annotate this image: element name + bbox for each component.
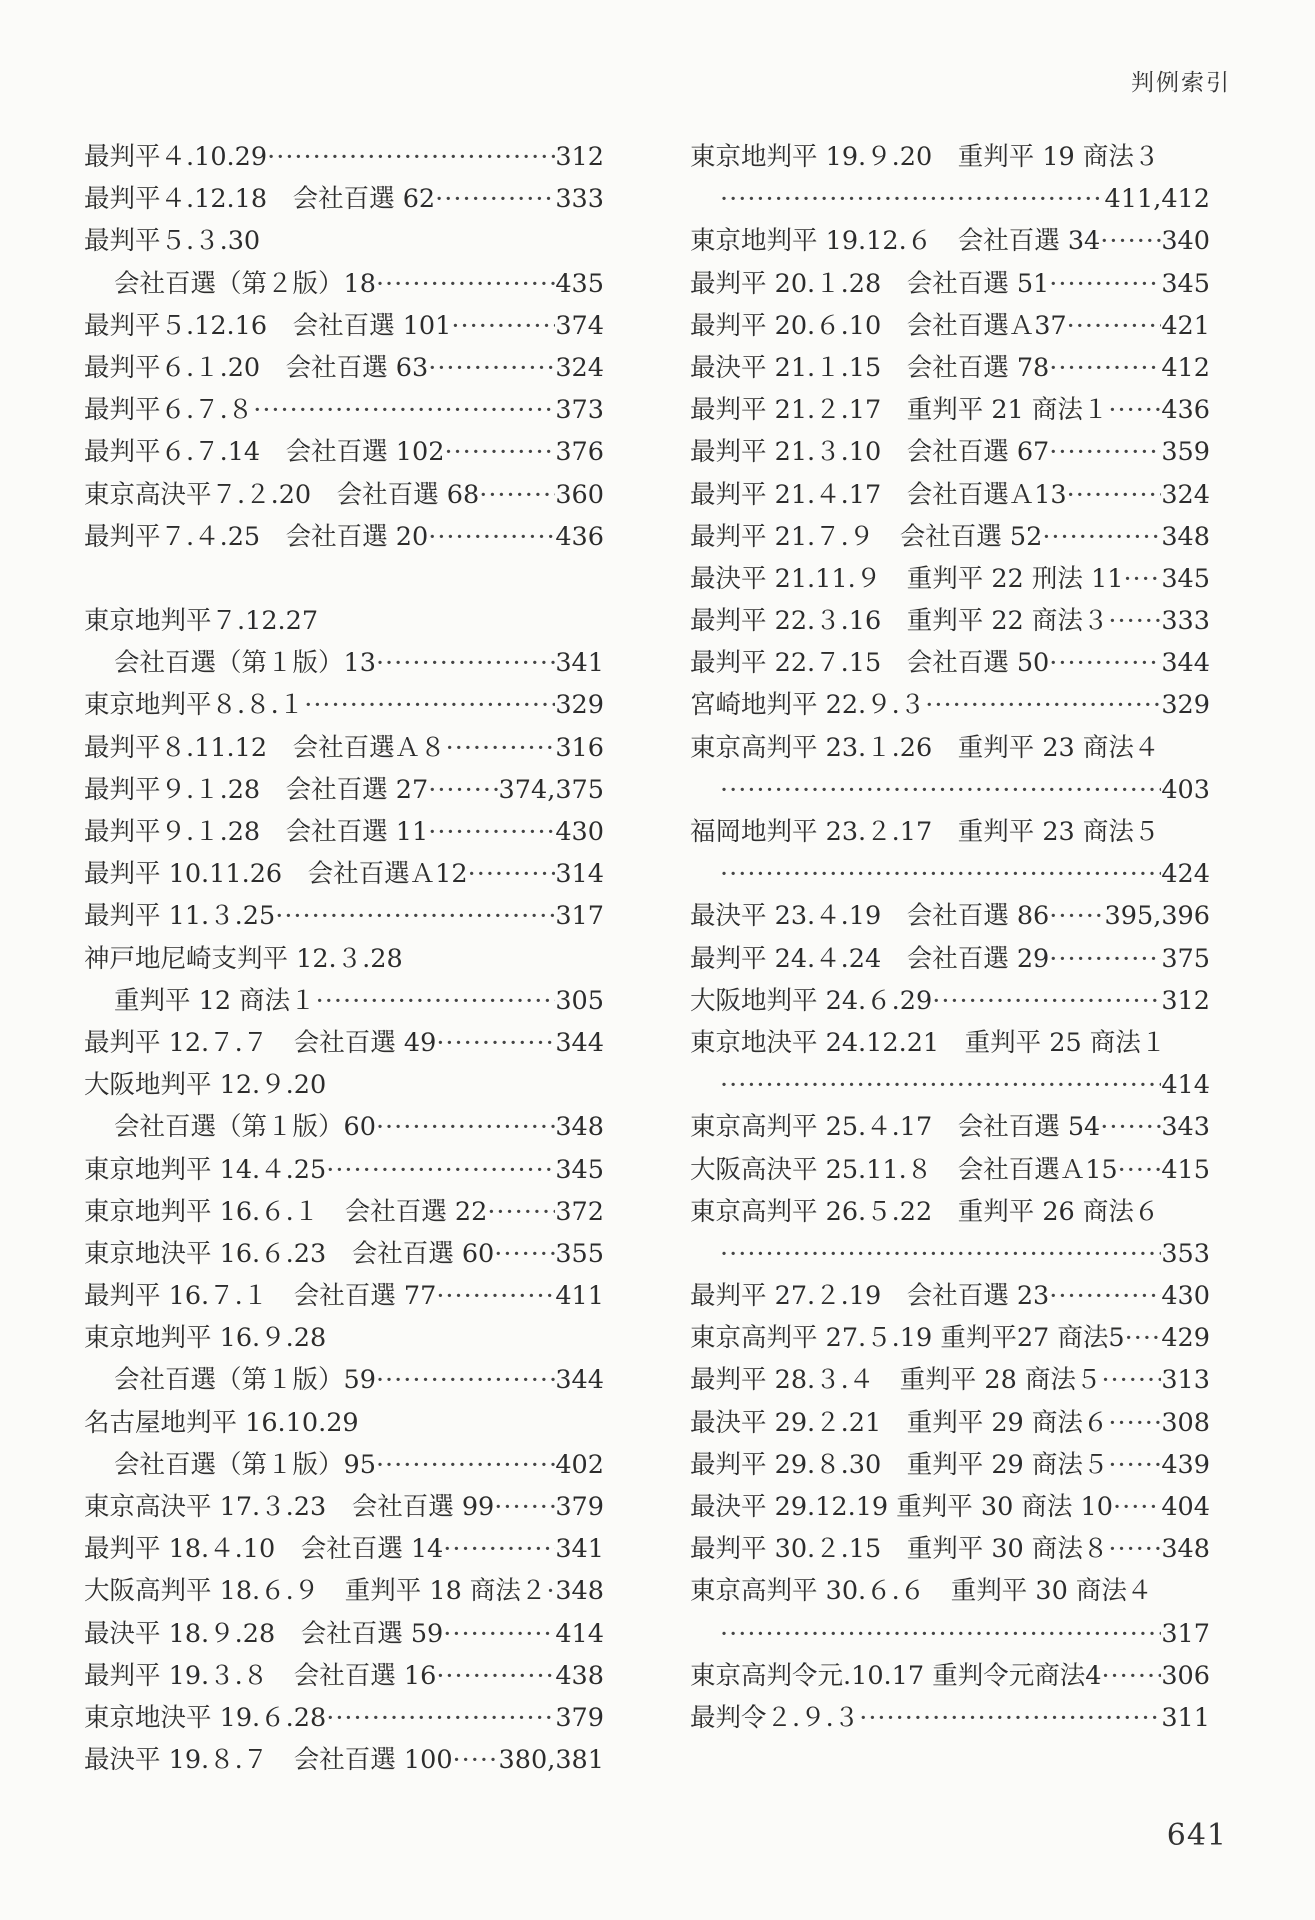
case-citation: 会社百選（第１版）95	[114, 1449, 376, 1480]
page-reference: 436	[1161, 395, 1210, 426]
index-entry	[690, 895, 1210, 937]
page-reference: 435	[555, 268, 604, 299]
index-entry	[690, 558, 1210, 600]
index-entry	[84, 1570, 604, 1612]
index-entry	[84, 516, 604, 558]
page-reference: 414	[1161, 1070, 1210, 1101]
index-entry	[690, 1697, 1210, 1739]
page-reference: 421	[1161, 310, 1210, 341]
page-reference: 359	[1161, 437, 1210, 468]
case-citation: 最判平４.12.18 会社百選 62	[84, 184, 436, 215]
page-reference: 438	[555, 1660, 604, 1691]
index-entry	[690, 1275, 1210, 1317]
leader-dots	[1067, 305, 1162, 347]
leader-dots	[1049, 1275, 1161, 1317]
index-entry	[690, 1022, 1210, 1064]
index-entry	[690, 136, 1210, 178]
page-reference: 348	[1161, 521, 1210, 552]
case-citation: 最判平 20.６.10 会社百選Ａ37	[690, 310, 1067, 341]
case-citation: 最判平６.７.14 会社百選 102	[84, 437, 445, 468]
leader-dots	[443, 1528, 555, 1570]
case-citation: 大阪地判平 24.６.29	[690, 985, 933, 1016]
case-citation: 福岡地判平 23.２.17 重判平 23 商法５	[690, 817, 1160, 847]
case-citation: 最判平 16.７.１ 会社百選 77	[84, 1281, 437, 1312]
index-entry	[690, 769, 1210, 811]
page-reference: 395,396	[1104, 901, 1210, 932]
index-entry	[690, 811, 1210, 853]
leader-dots	[436, 1022, 555, 1064]
case-citation: 東京高判平 27.５.19 重判平27 商法5	[690, 1323, 1125, 1354]
case-citation: 最決平 21.１.15 会社百選 78	[690, 352, 1050, 383]
page-reference: 424	[1161, 859, 1210, 890]
index-entry	[84, 895, 604, 937]
page-reference: 355	[555, 1238, 604, 1269]
case-citation: 最判平 28.３.４ 重判平 28 商法５	[690, 1365, 1102, 1396]
page-reference: 429	[1161, 1323, 1210, 1354]
case-citation: 最判平７.４.25 会社百選 20	[84, 521, 429, 552]
index-entry	[84, 1233, 604, 1275]
leader-dots	[1049, 895, 1104, 937]
leader-dots	[436, 1655, 555, 1697]
index-entry	[84, 1317, 604, 1359]
index-entry	[84, 136, 604, 178]
page-reference: 348	[555, 1112, 604, 1143]
case-citation: 最判平 27.２.19 会社百選 23	[690, 1281, 1050, 1312]
index-entry	[690, 642, 1210, 684]
page-reference: 439	[1161, 1449, 1210, 1480]
page-number: 641	[1166, 1818, 1227, 1853]
index-entry	[84, 1064, 604, 1106]
page-reference: 412	[1161, 352, 1210, 383]
index-entry	[690, 220, 1210, 262]
leader-dots	[304, 684, 555, 726]
page-reference: 344	[555, 1027, 604, 1058]
case-citation: 最判平８.11.12 会社百選Ａ８	[84, 732, 446, 763]
leader-dots	[443, 1613, 555, 1655]
case-citation: 名古屋地判平 16.10.29	[84, 1407, 359, 1438]
case-citation: 最判平 21.４.17 会社百選Ａ13	[690, 479, 1067, 510]
leader-dots	[326, 1697, 555, 1739]
case-citation: 大阪高判平 18.６.９ 重判平 18 商法２	[84, 1576, 547, 1607]
page-reference: 379	[555, 1702, 604, 1733]
page-reference: 341	[555, 648, 604, 679]
page-reference: 376	[555, 437, 604, 468]
page-reference: 306	[1161, 1660, 1210, 1691]
leader-dots	[253, 389, 555, 431]
index-entry	[84, 474, 604, 516]
page-reference: 373	[555, 395, 604, 426]
leader-dots	[1123, 558, 1161, 600]
page-reference: 317	[555, 901, 604, 932]
index-entry	[690, 1064, 1210, 1106]
index-entry	[690, 1570, 1210, 1612]
case-citation: 重判平 12 商法１	[114, 985, 316, 1016]
leader-dots	[1042, 516, 1161, 558]
leader-dots	[1113, 1486, 1161, 1528]
case-citation: 最判平 21.３.10 会社百選 67	[690, 437, 1050, 468]
leader-dots	[1101, 1359, 1161, 1401]
leader-dots	[1125, 1317, 1162, 1359]
leader-dots	[444, 431, 555, 473]
page-reference: 430	[555, 817, 604, 847]
index-entry	[84, 389, 604, 431]
page-reference: 333	[555, 184, 604, 215]
index-entry	[84, 305, 604, 347]
leader-dots	[859, 1697, 1161, 1739]
leader-dots	[1067, 474, 1162, 516]
case-citation: 最判平４.10.29	[84, 142, 268, 172]
index-entry	[690, 727, 1210, 769]
index-entry	[690, 305, 1210, 347]
leader-dots	[451, 305, 555, 347]
case-citation: 最決平 19.８.７ 会社百選 100	[84, 1745, 453, 1776]
page-reference: 313	[1161, 1365, 1210, 1396]
leader-dots	[720, 178, 1105, 220]
page-reference: 344	[555, 1365, 604, 1396]
leader-dots	[1049, 431, 1161, 473]
leader-dots	[720, 1233, 1161, 1275]
index-entry	[690, 684, 1210, 726]
leader-dots	[326, 1149, 555, 1191]
index-entry	[690, 980, 1210, 1022]
leader-dots	[1049, 347, 1161, 389]
leader-dots	[435, 178, 555, 220]
leader-dots	[376, 1444, 555, 1486]
page-reference: 311	[1161, 1702, 1210, 1733]
leader-dots	[428, 516, 555, 558]
index-entry	[690, 516, 1210, 558]
case-citation: 東京地判平７.12.27	[84, 606, 319, 637]
case-citation: 東京地判平 14.４.25	[84, 1154, 327, 1185]
leader-dots	[925, 684, 1161, 726]
page-reference: 345	[555, 1154, 604, 1185]
page-reference: 402	[555, 1449, 604, 1480]
case-citation: 東京地判平 19.９.20 重判平 19 商法３	[690, 142, 1160, 172]
case-citation: 最判平 19.３.８ 会社百選 16	[84, 1660, 437, 1691]
leader-dots	[376, 1106, 555, 1148]
case-citation: 最判平９.１.28 会社百選 11	[84, 817, 429, 847]
index-column-left	[84, 136, 604, 1781]
leader-dots	[428, 347, 555, 389]
case-citation: 会社百選（第１版）13	[114, 648, 376, 679]
case-citation: 最決平 23.４.19 会社百選 86	[690, 901, 1050, 932]
case-citation: 東京高判令元.10.17 重判令元商法4	[690, 1660, 1102, 1691]
leader-dots	[1108, 1444, 1161, 1486]
leader-dots	[1108, 600, 1161, 642]
leader-dots	[436, 1275, 555, 1317]
leader-dots	[720, 1613, 1161, 1655]
leader-dots	[267, 136, 555, 178]
case-citation: 最判平９.１.28 会社百選 27	[84, 774, 429, 805]
leader-dots	[428, 769, 498, 811]
page-reference: 411	[555, 1281, 604, 1312]
index-entry	[690, 1613, 1210, 1655]
leader-dots	[1108, 389, 1161, 431]
index-entry	[84, 347, 604, 389]
leader-dots	[1100, 220, 1161, 262]
leader-dots	[1101, 1655, 1161, 1697]
case-citation: 東京高決平７.２.20 会社百選 68	[84, 479, 480, 510]
index-entry	[84, 263, 604, 305]
index-entry	[84, 642, 604, 684]
index-entry	[84, 1402, 604, 1444]
index-entry	[690, 1444, 1210, 1486]
case-citation: 大阪地判平 12.９.20	[84, 1070, 327, 1101]
leader-dots	[494, 1233, 555, 1275]
index-entry	[84, 220, 604, 262]
index-entry	[84, 558, 604, 600]
case-citation: 会社百選（第１版）59	[114, 1365, 376, 1396]
case-citation: 最判令２.９.３	[690, 1702, 860, 1733]
page-reference: 374,375	[498, 774, 604, 805]
case-citation: 東京地決平 16.６.23 会社百選 60	[84, 1238, 495, 1269]
leader-dots	[720, 853, 1161, 895]
case-citation: 最決平 29.２.21 重判平 29 商法６	[690, 1407, 1109, 1438]
index-entry	[84, 853, 604, 895]
case-citation: 神戸地尼崎支判平 12.３.28	[84, 943, 403, 974]
leader-dots	[1049, 263, 1161, 305]
case-citation: 東京高判平 23.１.26 重判平 23 商法４	[690, 732, 1160, 763]
case-citation: 最判平 11.３.25	[84, 901, 276, 932]
case-citation: 最決平 29.12.19 重判平 30 商法 10	[690, 1492, 1113, 1522]
index-entry	[84, 811, 604, 853]
index-entry	[690, 1106, 1210, 1148]
index-entry	[84, 1697, 604, 1739]
page-reference: 308	[1161, 1407, 1210, 1438]
case-citation: 最判平 29.８.30 重判平 29 商法５	[690, 1449, 1109, 1480]
page-reference: 436	[555, 521, 604, 552]
leader-dots	[479, 474, 555, 516]
leader-dots	[546, 1570, 555, 1612]
case-citation: 宮崎地判平 22.９.３	[690, 690, 926, 721]
index-entry	[690, 1486, 1210, 1528]
running-head: 判例索引	[1131, 70, 1231, 96]
page-reference: 403	[1161, 774, 1210, 805]
leader-dots	[376, 263, 555, 305]
case-citation: 東京地決平 24.12.21 重判平 25 商法１	[690, 1027, 1167, 1058]
index-entry	[84, 1528, 604, 1570]
index-entry	[84, 769, 604, 811]
leader-dots	[316, 980, 556, 1022]
leader-dots	[453, 1739, 499, 1781]
case-citation: 最判平 21.２.17 重判平 21 商法１	[690, 395, 1109, 426]
index-entry	[690, 1233, 1210, 1275]
index-entry	[690, 1402, 1210, 1444]
leader-dots	[720, 1064, 1161, 1106]
leader-dots	[720, 769, 1161, 811]
case-citation: 最決平 18.９.28 会社百選 59	[84, 1618, 444, 1649]
page-reference: 375	[1161, 943, 1210, 974]
leader-dots	[428, 811, 555, 853]
case-citation: 東京高判平 26.５.22 重判平 26 商法６	[690, 1196, 1160, 1227]
page-reference: 404	[1161, 1492, 1210, 1522]
leader-dots	[494, 1486, 555, 1528]
case-citation: 最判平５.３.30	[84, 226, 261, 257]
case-citation: 東京地判平 16.６.１ 会社百選 22	[84, 1196, 488, 1227]
page-reference: 343	[1161, 1112, 1210, 1143]
case-citation: 最判平 22.３.16 重判平 22 商法３	[690, 606, 1109, 637]
page-reference: 353	[1161, 1238, 1210, 1269]
index-entry	[690, 178, 1210, 220]
index-entry	[84, 1106, 604, 1148]
page-reference: 345	[1161, 563, 1210, 594]
case-citation: 会社百選（第２版）18	[114, 268, 376, 299]
leader-dots	[376, 642, 555, 684]
index-entry	[84, 1022, 604, 1064]
index-entry	[84, 1486, 604, 1528]
page-reference: 317	[1161, 1618, 1210, 1649]
index-entry	[690, 263, 1210, 305]
index-entry	[690, 600, 1210, 642]
page-reference: 329	[1161, 690, 1210, 721]
page-reference: 324	[555, 352, 604, 383]
index-entry	[690, 389, 1210, 431]
case-citation: 最判平 21.７.９ 会社百選 52	[690, 521, 1043, 552]
index-entry	[84, 1149, 604, 1191]
index-entry	[690, 431, 1210, 473]
page-reference: 312	[555, 142, 604, 172]
case-citation: 最判平 18.４.10 会社百選 14	[84, 1534, 444, 1565]
case-citation: 最判平 20.１.28 会社百選 51	[690, 268, 1050, 299]
index-entry	[690, 938, 1210, 980]
case-citation: 最判平 10.11.26 会社百選Ａ12	[84, 859, 468, 890]
page-reference: 305	[555, 985, 604, 1016]
page-reference: 348	[1161, 1534, 1210, 1565]
case-citation: 東京高決平 17.３.23 会社百選 99	[84, 1492, 495, 1522]
leader-dots	[446, 727, 556, 769]
page-reference: 340	[1161, 226, 1210, 257]
page-reference: 415	[1161, 1154, 1210, 1185]
page-reference: 316	[555, 732, 604, 763]
leader-dots	[1100, 1106, 1161, 1148]
index-entry	[84, 1613, 604, 1655]
case-citation: 東京高判平 25.４.17 会社百選 54	[690, 1112, 1101, 1143]
case-citation: 東京地判平８.８.１	[84, 690, 305, 721]
case-citation: 大阪高決平 25.11.８ 会社百選Ａ15	[690, 1154, 1118, 1185]
case-citation: 最判平５.12.16 会社百選 101	[84, 310, 452, 341]
index-entry	[690, 1317, 1210, 1359]
page-reference: 414	[555, 1618, 604, 1649]
leader-dots	[487, 1191, 555, 1233]
index-entry	[84, 684, 604, 726]
case-citation: 最判平６.７.８	[84, 395, 254, 426]
index-entry	[690, 1528, 1210, 1570]
leader-dots	[468, 853, 556, 895]
index-entry	[690, 1191, 1210, 1233]
page-reference: 329	[555, 690, 604, 721]
index-entry	[84, 980, 604, 1022]
index-entry	[84, 938, 604, 980]
leader-dots	[1049, 938, 1161, 980]
index-entry	[690, 474, 1210, 516]
page-reference: 333	[1161, 606, 1210, 637]
index-entry	[84, 1275, 604, 1317]
index-entry	[84, 178, 604, 220]
page-reference: 344	[1161, 648, 1210, 679]
index-column-right	[690, 136, 1210, 1739]
page-reference: 380,381	[498, 1745, 604, 1776]
page-reference: 430	[1161, 1281, 1210, 1312]
index-entry	[84, 600, 604, 642]
page-reference: 314	[555, 859, 604, 890]
leader-dots	[1108, 1402, 1161, 1444]
page-reference: 372	[555, 1196, 604, 1227]
index-entry	[84, 431, 604, 473]
case-citation: 最判平 24.４.24 会社百選 29	[690, 943, 1050, 974]
index-entry	[84, 1739, 604, 1781]
index-entry	[690, 853, 1210, 895]
leader-dots	[1108, 1528, 1161, 1570]
case-citation: 会社百選（第１版）60	[114, 1112, 376, 1143]
case-citation: 東京高判平 30.６.６ 重判平 30 商法４	[690, 1576, 1153, 1607]
page-reference: 360	[555, 479, 604, 510]
case-citation: 最決平 21.11.９ 重判平 22 刑法 11	[690, 563, 1124, 594]
page-reference: 348	[555, 1576, 604, 1607]
leader-dots	[275, 895, 555, 937]
page-reference: 312	[1161, 985, 1210, 1016]
index-entry	[690, 1655, 1210, 1697]
index-entry	[84, 1191, 604, 1233]
case-citation: 東京地判平 19.12.６ 会社百選 34	[690, 226, 1101, 257]
index-entry	[84, 727, 604, 769]
leader-dots	[1118, 1149, 1162, 1191]
case-citation: 最判平 22.７.15 会社百選 50	[690, 648, 1050, 679]
case-citation: 東京地判平 16.９.28	[84, 1323, 327, 1354]
page-reference: 345	[1161, 268, 1210, 299]
page-reference: 379	[555, 1492, 604, 1522]
index-entry	[690, 347, 1210, 389]
case-citation: 最判平 12.７.７ 会社百選 49	[84, 1027, 437, 1058]
index-entry	[84, 1444, 604, 1486]
index-entry	[690, 1359, 1210, 1401]
page-reference: 324	[1161, 479, 1210, 510]
case-citation: 最判平 30.２.15 重判平 30 商法８	[690, 1534, 1109, 1565]
index-entry	[84, 1655, 604, 1697]
leader-dots	[1049, 642, 1161, 684]
case-citation: 最判平６.１.20 会社百選 63	[84, 352, 429, 383]
leader-dots	[932, 980, 1161, 1022]
page-reference: 374	[555, 310, 604, 341]
case-citation: 東京地決平 19.６.28	[84, 1702, 327, 1733]
page-reference: 411,412	[1104, 184, 1210, 215]
page-reference: 341	[555, 1534, 604, 1565]
index-entry	[84, 1359, 604, 1401]
leader-dots	[376, 1359, 555, 1401]
index-entry	[690, 1149, 1210, 1191]
